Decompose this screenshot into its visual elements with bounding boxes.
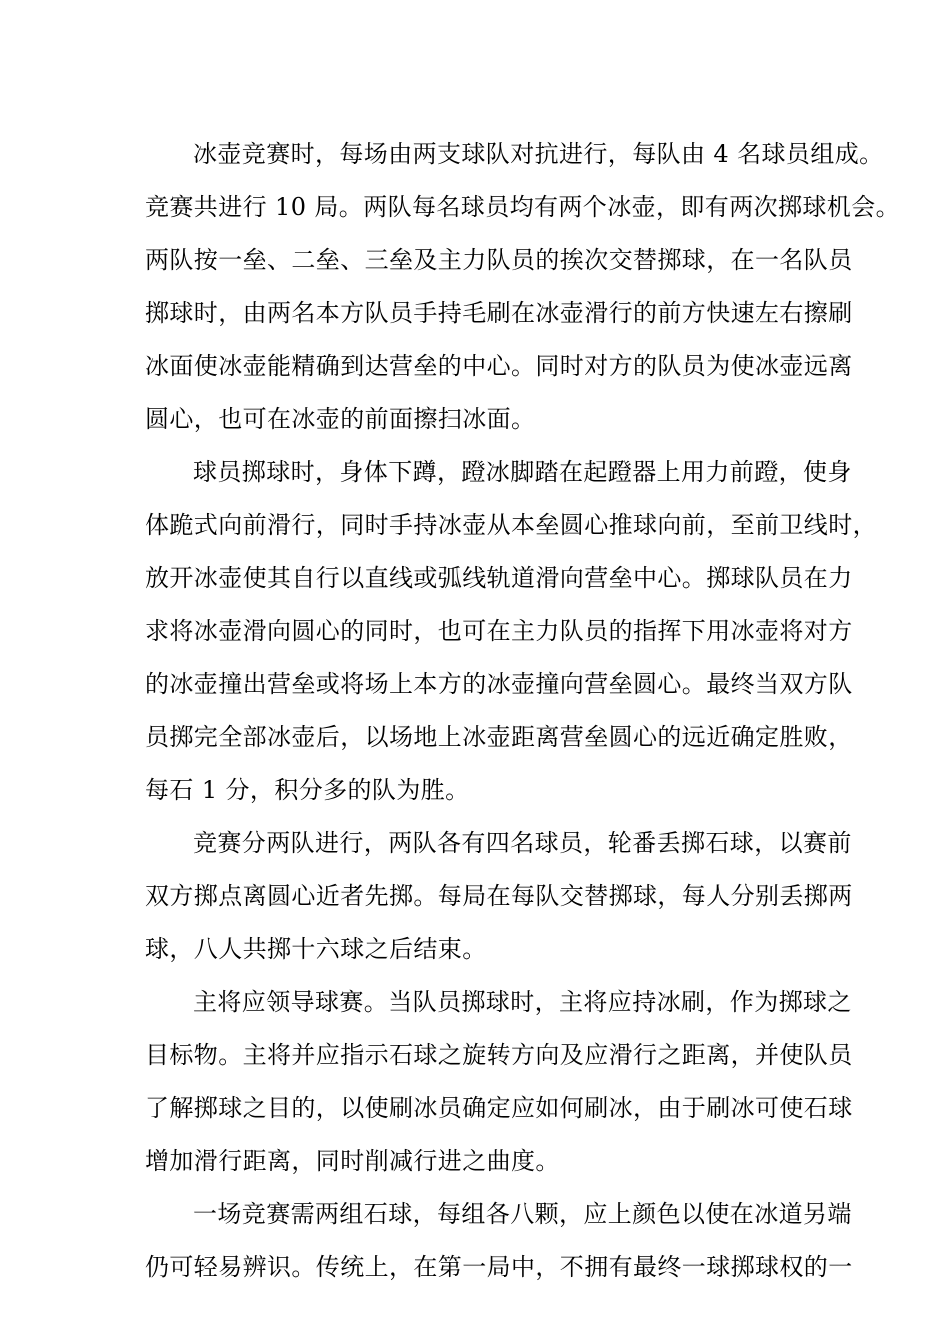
text-line: 冰壶竞赛时，每场由两支球队对抗进行，每队由 4 名球员组成。 xyxy=(193,140,884,168)
text-line: 掷球时，由两名本方队员手持毛刷在冰壶滑行的前方快速左右擦刷 xyxy=(145,299,853,327)
paragraph xyxy=(145,1188,853,1294)
text-line: 球员掷球时，身体下蹲，蹬冰脚踏在起蹬器上用力前蹬，使身 xyxy=(193,458,852,486)
text-line: 仍可轻易辨识。传统上，在第一局中，不拥有最终一球掷球权的一 xyxy=(145,1253,853,1281)
text-line: 放开冰壶使其自行以直线或弧线轨道滑向营垒中心。掷球队员在力 xyxy=(145,564,853,592)
text-line: 求将冰壶滑向圆心的同时，也可在主力队员的指挥下用冰壶将对方 xyxy=(145,617,853,645)
paragraph xyxy=(145,128,900,446)
text-line: 了解掷球之目的，以使刷冰员确定应如何刷冰，由于刷冰可使石球 xyxy=(145,1094,853,1122)
paragraph xyxy=(145,446,877,817)
text-line: 冰面使冰壶能精确到达营垒的中心。同时对方的队员为使冰壶远离 xyxy=(145,352,853,380)
paragraph xyxy=(145,976,853,1188)
text-line: 目标物。主将并应指示石球之旋转方向及应滑行之距离，并使队员 xyxy=(145,1041,853,1069)
text-line: 球，八人共掷十六球之后结束。 xyxy=(145,935,487,963)
text-line: 两队按一垒、二垒、三垒及主力队员的挨次交替掷球，在一名队员 xyxy=(145,246,853,274)
text-line: 主将应领导球赛。当队员掷球时，主将应持冰刷，作为掷球之 xyxy=(193,988,852,1016)
text-line: 每石 1 分，积分多的队为胜。 xyxy=(145,776,470,804)
text-line: 增加滑行距离，同时削减行进之曲度。 xyxy=(145,1147,560,1175)
text-line: 体跪式向前滑行，同时手持冰壶从本垒圆心推球向前，至前卫线时， xyxy=(145,511,877,539)
document-body xyxy=(145,128,900,1294)
text-line: 一场竞赛需两组石球，每组各八颗，应上颜色以使在冰道另端 xyxy=(193,1200,852,1228)
text-line: 竞赛分两队进行，两队各有四名球员，轮番丢掷石球，以赛前 xyxy=(193,829,852,857)
text-line: 圆心，也可在冰壶的前面擦扫冰面。 xyxy=(145,405,536,433)
text-line: 员掷完全部冰壶后，以场地上冰壶距离营垒圆心的远近确定胜败， xyxy=(145,723,853,751)
text-line: 竞赛共进行 10 局。两队每名球员均有两个冰壶，即有两次掷球机会。 xyxy=(145,193,900,221)
text-line: 双方掷点离圆心近者先掷。每局在每队交替掷球，每人分别丢掷两 xyxy=(145,882,853,910)
paragraph xyxy=(145,817,853,976)
text-line: 的冰壶撞出营垒或将场上本方的冰壶撞向营垒圆心。最终当双方队 xyxy=(145,670,853,698)
